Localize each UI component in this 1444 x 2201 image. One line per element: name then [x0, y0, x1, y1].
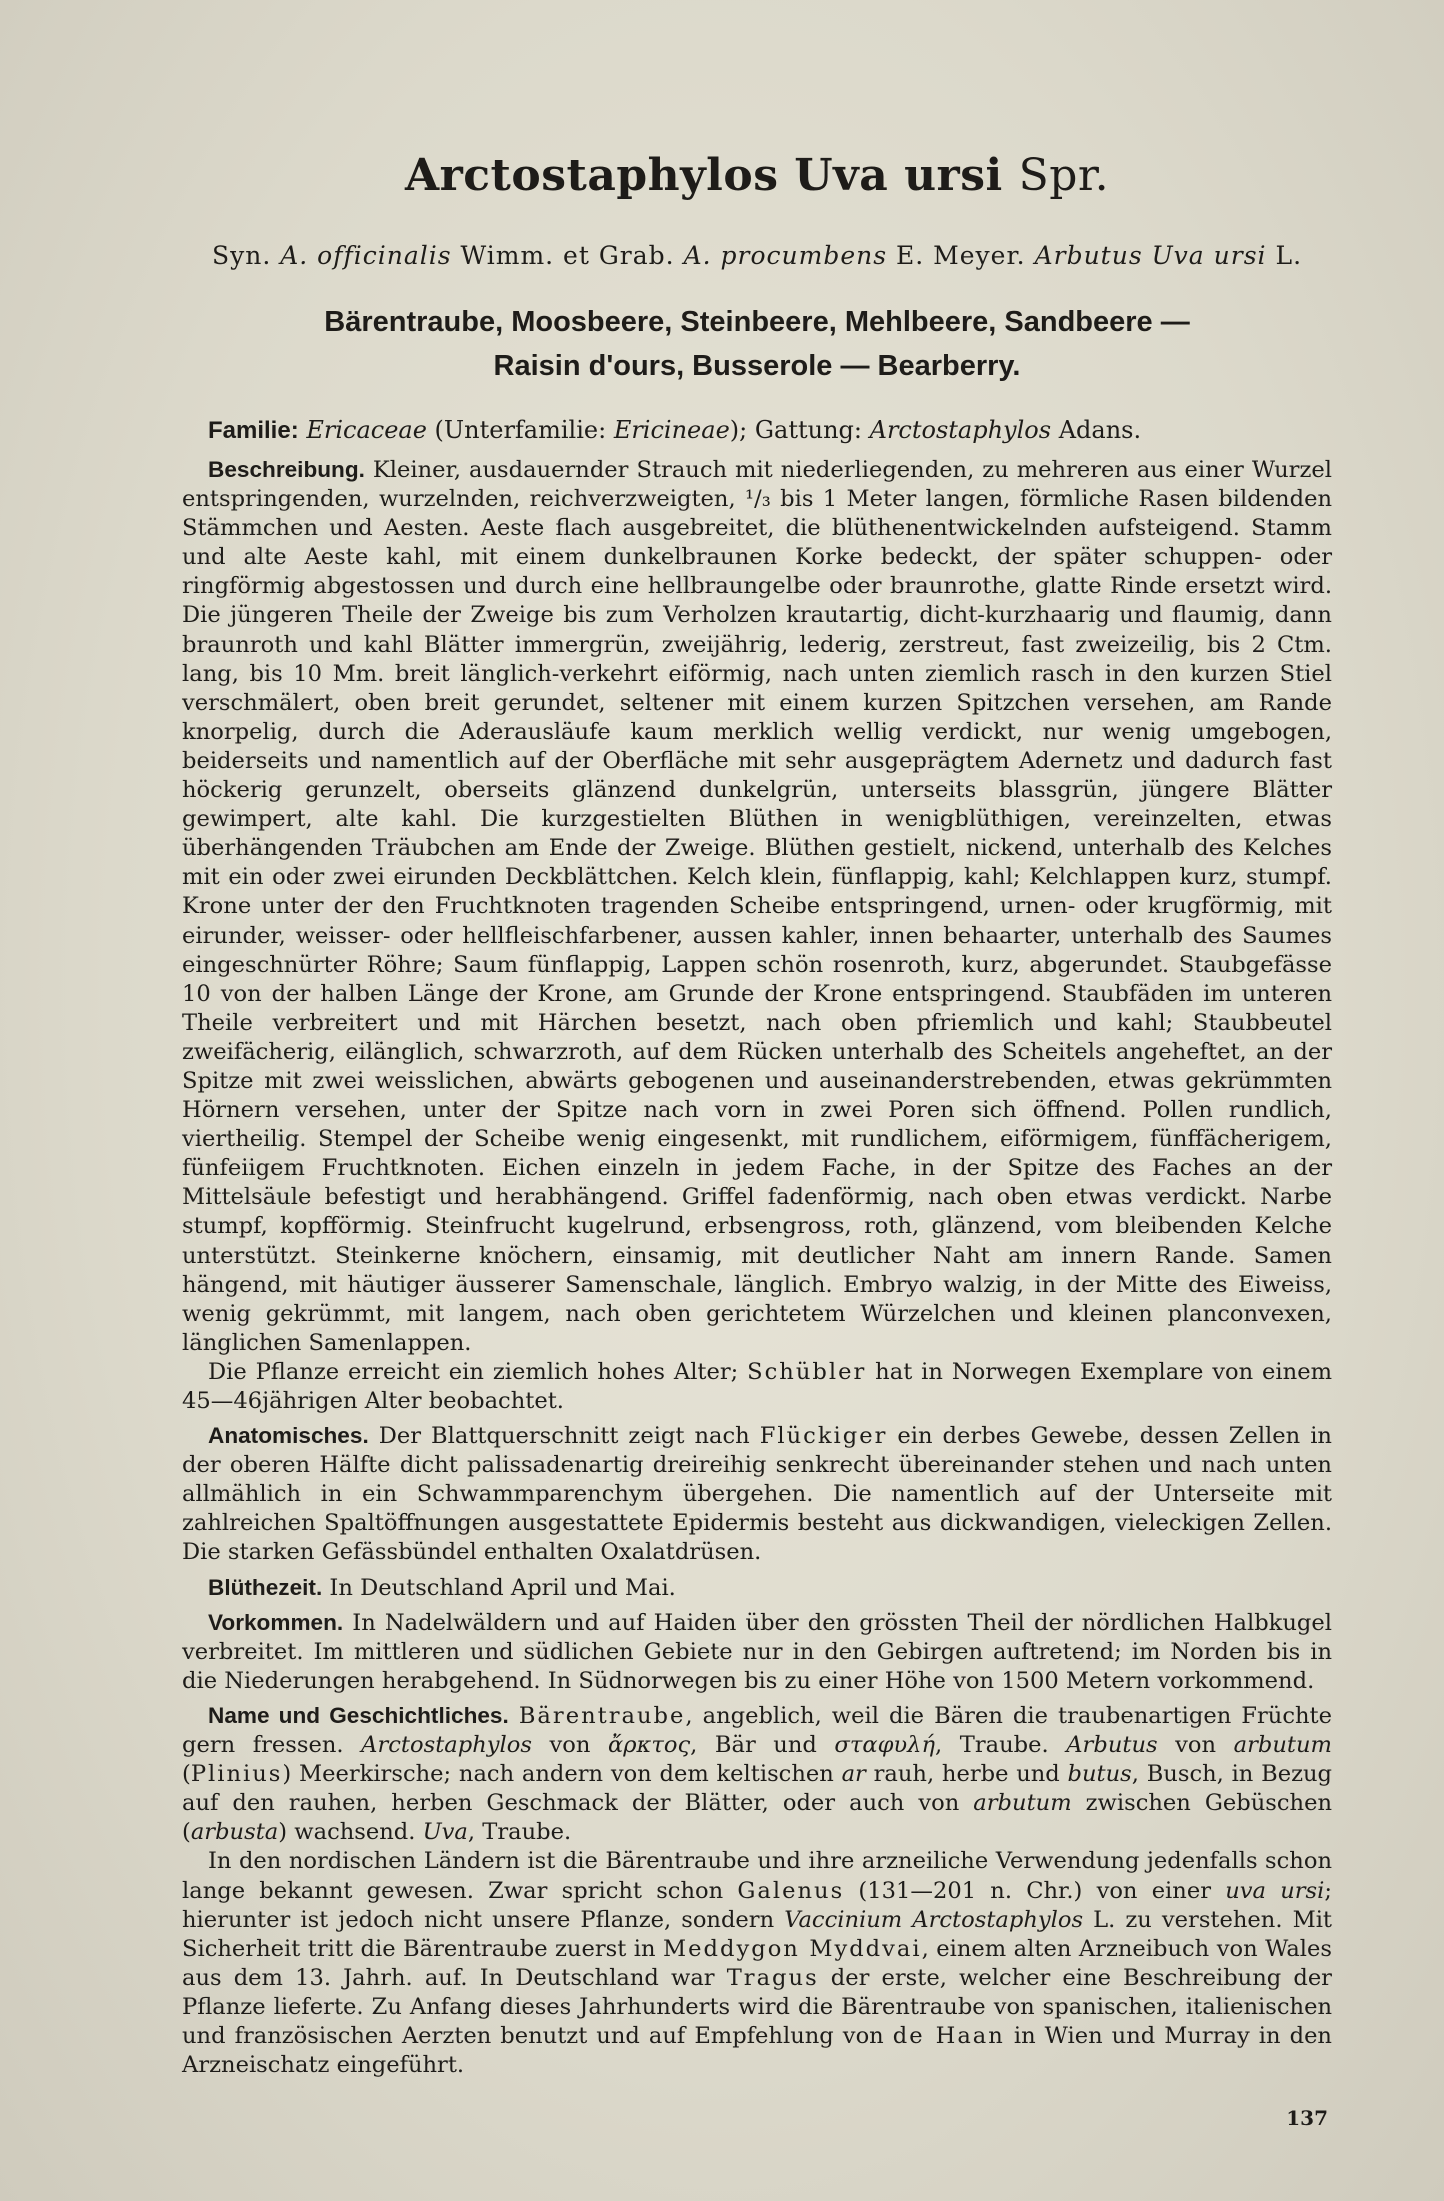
paragraph-alter: Die Pflanze erreicht ein ziemlich hohes Alter; Schübler hat in Norwegen Exemplare von einem 45—46jährigen Alter beobachtet. [182, 1358, 1332, 1414]
title-author: Spr. [1018, 150, 1110, 201]
paragraph-geschichte: In den nordischen Ländern ist die Bärentraube und ihre arzneiliche Verwendung jedenfalls schon lange bekannt gewesen. Zwar spricht schon Galenus (131—201 n. Chr.) von einer uva ursi; hierunter ist jedoch nicht unsere Pflanze, sondern Vaccinium Arctostaphylos L. zu verstehen. Mit Sicherheit tritt die Bärentraube zuerst in Meddygon Myddvai, einem alten Arzneibuch von Wales aus dem 13. Jahrh. auf. In Deutschland war Tragus der erste, welcher eine Beschreibung der Pflanze lieferte. Zu Anfang dieses Jahrhunderts wird die Bärentraube von spanischen, italienischen und französischen Aerzten benutzt und auf Empfehlung von de Haan in Wien und Murray in den Arzneischatz eingeführt. [182, 1848, 1333, 2079]
title-species: Arctostaphylos Uva ursi [404, 150, 1003, 201]
section-heading: Blüthezeit. [208, 1574, 323, 1600]
section-beschreibung: Beschreibung. Kleiner, ausdauernder Strauch mit niederliegenden, zu mehreren aus einer Wurzel entspringenden, wurzelnden, reichverzweigten, ¹/₃ bis 1 Meter langen, förmliche Rasen bildenden Stämmchen und Aesten. Aeste flach ausgebreitet, die blüthenentwickelnden aufsteigend. Stamm und alte Aeste kahl, mit einem dunkelbraunen Korke bedeckt, der später schuppen- oder ringförmig abgestossen und durch eine hellbraungelbe oder braunrothe, glatte Rinde ersetzt wird. Die jüngeren Theile der Zweige bis zum Verholzen krautartig, dicht-kurzhaarig und flaumig, dann braunroth und kahl Blätter immergrün, zweijährig, lederig, zerstreut, fast zweizeilig, bis 2 Ctm. lang, bis 10 Mm. breit länglich-verkehrt eiförmig, nach unten ziemlich rasch in den kurzen Stiel verschmälert, oben breit gerundet, seltener mit einem kurzen Spitzchen versehen, am Rande knorpelig, durch die Aderausläufe kaum merklich wellig verdickt, nur wenig umgebogen, beiderseits und namentlich auf der Oberfläche mit sehr ausgeprägtem Adernetz und dadurch fast höckerig gerunzelt, oberseits glänzend dunkelgrün, unterseits blassgrün, jüngere Blätter gewimpert, alte kahl. Die kurzgestielten Blüthen in wenigblüthigen, vereinzelten, etwas überhängenden Träubchen am Ende der Zweige. Blüthen gestielt, nickend, unterhalb des Kelches mit ein oder zwei eirunden Deckblättchen. Kelch klein, fünflappig, kahl; Kelchlappen kurz, stumpf. Krone unter der den Fruchtknoten tragenden Scheibe entspringend, urnen- oder krugförmig, mit eirunder, weisser- oder hellfleischfarbener, aussen kahler, innen behaarter, unterhalb des Saumes eingeschnürter Röhre; Saum fünflappig, Lappen schön rosenroth, kurz, abgerundet. Staubgefässe 10 von der halben Länge der Krone, am Grunde der Krone entspringend. Staubfäden im unteren Theile verbreitert und mit Härchen besetzt, nach oben pfriemlich und kahl; Staubbeutel zweifächerig, eilänglich, schwarzroth, auf dem Rücken unterhalb des Scheitels angeheftet, an der Spitze mit zwei weisslichen, abwärts gebogenen und auseinanderstrebenden, etwas gekrümmten Hörnern versehen, unter der Spitze nach vorn in zwei Poren sich öffnend. Pollen rundlich, viertheilig. Stempel der Scheibe wenig eingesenkt, mit rundlichem, eiförmigem, fünffächerigem, fünfeiigem Fruchtknoten. Eichen einzeln in jedem Fache, in der Spitze des Faches an der Mittelsäule befestigt und herabhängend. Griffel fadenförmig, nach oben etwas verdickt. Narbe stumpf, kopfförmig. Steinfrucht kugelrund, erbsengross, roth, glänzend, vom bleibenden Kelche unterstützt. Steinkerne knöchern, einsamig, mit deutlicher Naht am innern Rande. Samen hängend, mit häutiger äusserer Samenschale, länglich. Embryo walzig, in der Mitte des Eiweiss, wenig gekrümmt, mit langem, nach oben gerichtetem Würzelchen und kleinen planconvexen, länglichen Samenlappen. [182, 457, 1332, 1356]
page-title [182, 150, 1332, 201]
section-heading: Vorkommen. [208, 1609, 344, 1635]
page-content [182, 150, 1332, 2080]
page-number: 137 [1286, 2106, 1328, 2130]
section-heading: Anatomisches. [208, 1423, 369, 1449]
common-names-line-2: Raisin d'ours, Busserole — Bearberry. [493, 350, 1021, 382]
section-heading: Beschreibung. [208, 457, 365, 482]
section-name-geschichte: Name und Geschichtliches. Bärentraube, angeblich, weil die Bären die traubenartigen Früchte gern fressen. Arctostaphylos von ἄρκτος, Bär und σταφυλή, Traube. Arbutus von arbutum (Plinius) Meerkirsche; nach andern von dem keltischen ar rauh, herbe und butus, Busch, in Bezug auf den rauhen, herben Geschmack der Blätter, oder auch von arbutum zwischen Gebüschen (arbusta) wachsend. Uva, Traube. [182, 1702, 1332, 1846]
section-heading: Name und Geschichtliches. [208, 1702, 509, 1728]
common-names [182, 300, 1332, 388]
section-vorkommen: Vorkommen. In Nadelwäldern und auf Haiden über den grössten Theil der nördlichen Halbkugel verbreitet. Im mittleren und südlichen Gebiete nur in den Gebirgen auftretend; im Norden bis in die Niederungen herabgehend. In Südnorwegen bis zu einer Höhe von 1500 Metern vorkommend. [182, 1609, 1332, 1694]
section-bluethezeit: Blüthezeit. In Deutschland April und Mai. [208, 1574, 676, 1601]
common-names-line-1: Bärentraube, Moosbeere, Steinbeere, Mehlbeere, Sandbeere — [324, 306, 1190, 338]
family-line: Familie: Ericaceae (Unterfamilie: Ericineae); Gattung: Arctostaphylos Adans. [208, 416, 1142, 444]
section-anatomisches: Anatomisches. Der Blattquerschnitt zeigt nach Flückiger ein derbes Gewebe, dessen Zellen in der oberen Hälfte dicht palissadenartig dreireihig senkrecht übereinander stehen und nach unten allmählich in ein Schwammparenchym übergehen. Die namentlich auf der Unterseite mit zahlreichen Spaltöffnungen ausgestattete Epidermis besteht aus dickwandigen, vieleckigen Zellen. Die starken Gefässbündel enthalten Oxalatdrüsen. [182, 1423, 1332, 1566]
synonyms-line: Syn. A. officinalis Wimm. et Grab. A. procumbens E. Meyer. Arbutus Uva ursi L. [211, 241, 1303, 270]
